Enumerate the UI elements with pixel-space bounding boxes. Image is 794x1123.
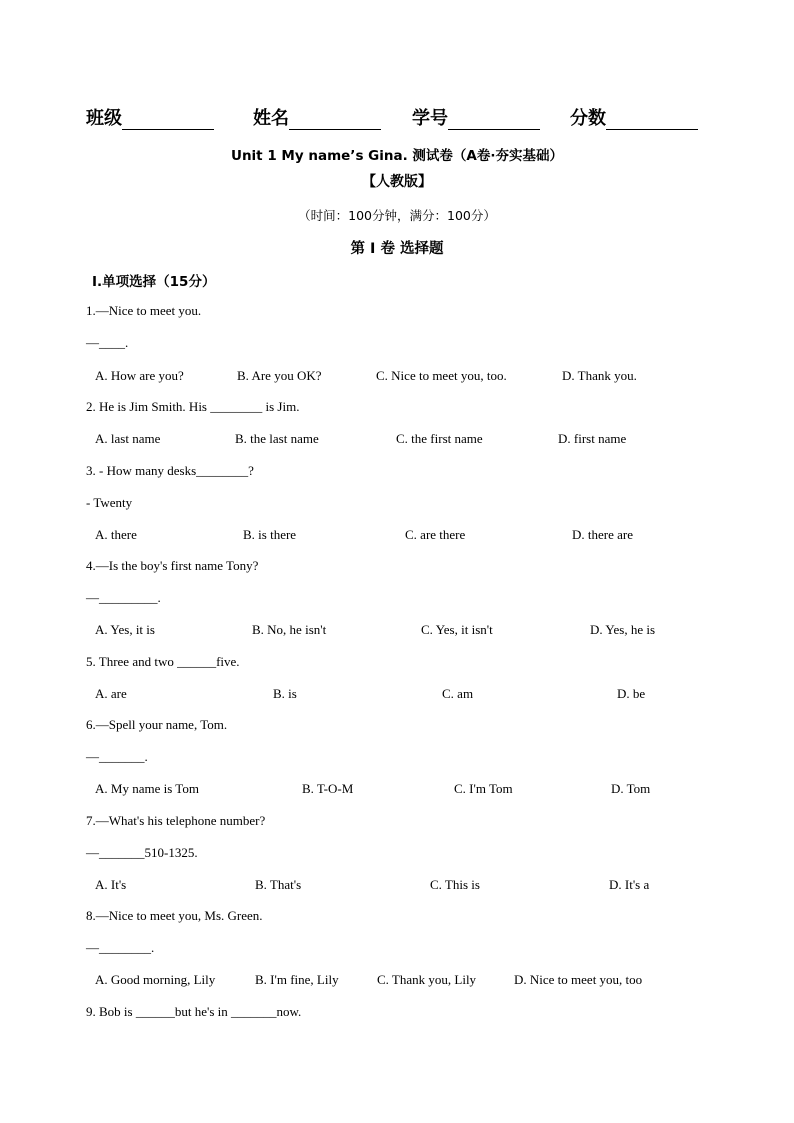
time-info: （时间：100分钟，满分：100分）: [298, 208, 496, 223]
score-blank[interactable]: [606, 111, 698, 130]
question-3-option-c[interactable]: C. are there: [405, 527, 466, 542]
question-1-option-b[interactable]: B. Are you OK?: [237, 368, 322, 383]
class-field: [86, 104, 214, 130]
question-2-stem: 2. He is Jim Smith. His ________ is Jim.: [86, 399, 300, 414]
question-5-option-d[interactable]: D. be: [617, 686, 646, 701]
question-8-options: [0, 972, 794, 990]
question-1-option-d[interactable]: D. Thank you.: [562, 368, 637, 383]
question-8-option-d[interactable]: D. Nice to meet you, too: [514, 972, 643, 987]
student-id-label: 学号: [412, 108, 448, 129]
name-label: 姓名: [253, 108, 289, 129]
part-heading: 第 I 卷 选择题: [350, 241, 444, 257]
question-4-stem: 4.—Is the boy's first name Tony?: [86, 558, 259, 573]
question-7-option-c[interactable]: C. This is: [430, 877, 480, 892]
question-1-answer-line: —____.: [86, 335, 129, 350]
question-3-options: [0, 527, 794, 545]
question-9-stem: 9. Bob is ______but he's in _______now.: [86, 1004, 302, 1019]
question-7-option-a[interactable]: A. It's: [95, 877, 127, 892]
question-5-options: [0, 686, 794, 704]
exam-title: Unit 1 My name’s Gina. 测试卷（A卷·夯实基础）: [230, 148, 564, 164]
class-label: 班级: [86, 108, 122, 129]
question-6-stem: 6.—Spell your name, Tom.: [86, 717, 228, 732]
question-2-option-c[interactable]: C. the first name: [396, 431, 483, 446]
question-2-option-d[interactable]: D. first name: [558, 431, 627, 446]
question-6-option-d[interactable]: D. Tom: [611, 781, 651, 796]
student-id-field: [412, 104, 540, 130]
question-5-option-b[interactable]: B. is: [273, 686, 297, 701]
question-1-option-a[interactable]: A. How are you?: [95, 368, 184, 383]
question-3-option-d[interactable]: D. there are: [572, 527, 633, 542]
question-5-stem: 5. Three and two ______five.: [86, 654, 240, 669]
section-heading: I.单项选择（15分）: [92, 274, 216, 290]
question-2-option-b[interactable]: B. the last name: [235, 431, 319, 446]
question-7-option-d[interactable]: D. It's a: [609, 877, 650, 892]
question-2-option-a[interactable]: A. last name: [95, 431, 161, 446]
question-6-option-c[interactable]: C. I'm Tom: [454, 781, 513, 796]
question-2-options: [0, 431, 794, 449]
question-3-answer-line: - Twenty: [86, 495, 133, 510]
question-1-stem: 1.—Nice to meet you.: [86, 303, 202, 318]
question-7-stem: 7.—What's his telephone number?: [86, 813, 266, 828]
question-6-options: [0, 781, 794, 799]
question-4-answer-line: —_________.: [86, 590, 161, 605]
name-blank[interactable]: [289, 111, 381, 130]
question-8-stem: 8.—Nice to meet you, Ms. Green.: [86, 908, 263, 923]
question-1-option-c[interactable]: C. Nice to meet you, too.: [376, 368, 507, 383]
score-field: [570, 104, 698, 130]
student-id-blank[interactable]: [448, 111, 540, 130]
question-5-option-a[interactable]: A. are: [95, 686, 127, 701]
question-6-option-a[interactable]: A. My name is Tom: [95, 781, 199, 796]
question-4-option-a[interactable]: A. Yes, it is: [95, 622, 155, 637]
question-6-option-b[interactable]: B. T-O-M: [302, 781, 354, 796]
score-label: 分数: [570, 108, 606, 129]
question-8-answer-line: —________.: [86, 940, 155, 955]
question-4-option-c[interactable]: C. Yes, it isn't: [421, 622, 493, 637]
question-1-options: [0, 368, 794, 386]
question-8-option-b[interactable]: B. I'm fine, Lily: [255, 972, 339, 987]
question-4-option-b[interactable]: B. No, he isn't: [252, 622, 327, 637]
question-7-option-b[interactable]: B. That's: [255, 877, 302, 892]
question-4-option-d[interactable]: D. Yes, he is: [590, 622, 656, 637]
class-blank[interactable]: [122, 111, 214, 130]
question-7-options: [0, 877, 794, 895]
name-field: [253, 104, 381, 130]
question-8-option-c[interactable]: C. Thank you, Lily: [377, 972, 477, 987]
question-8-option-a[interactable]: A. Good morning, Lily: [95, 972, 216, 987]
question-3-option-b[interactable]: B. is there: [243, 527, 297, 542]
question-7-answer-line: —_______510-1325.: [86, 845, 198, 860]
question-3-option-a[interactable]: A. there: [95, 527, 137, 542]
student-info-line: [86, 104, 706, 130]
question-3-stem: 3. - How many desks________?: [86, 463, 254, 478]
question-6-answer-line: —_______.: [86, 749, 148, 764]
question-5-option-c[interactable]: C. am: [442, 686, 474, 701]
question-4-options: [0, 622, 794, 640]
edition-label: 【人教版】: [362, 174, 432, 190]
